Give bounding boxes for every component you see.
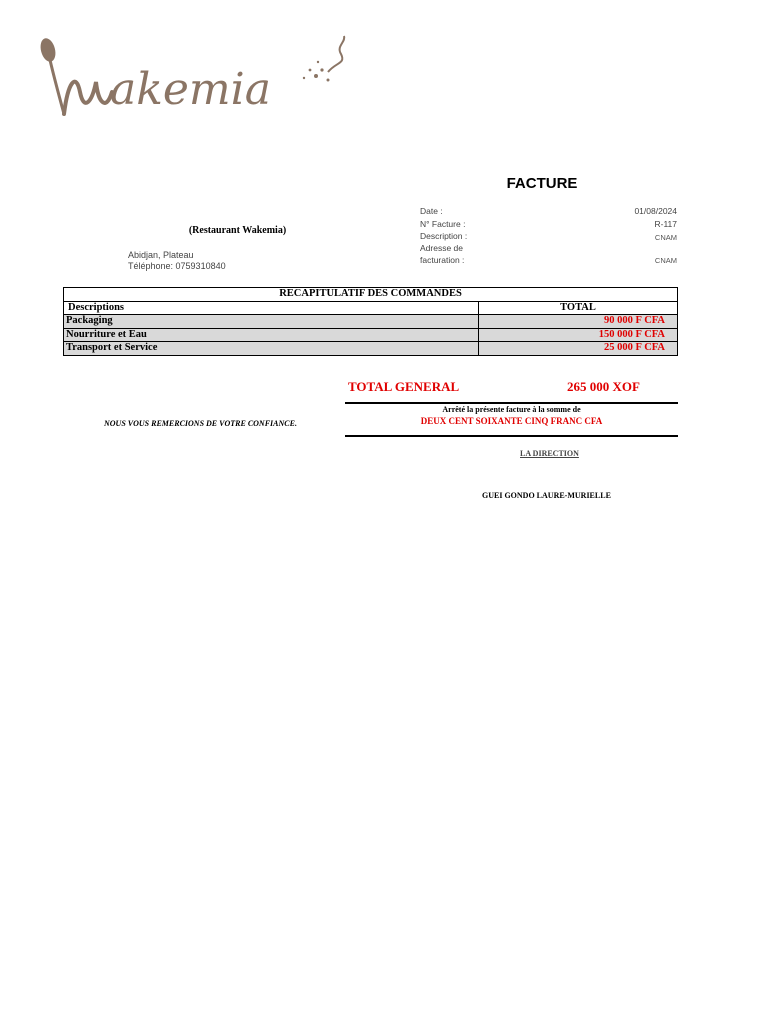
company-name: (Restaurant Wakemia) bbox=[188, 225, 287, 236]
billing-address-label-1: Adresse de bbox=[420, 243, 463, 253]
thanks-message: NOUS VOUS REMERCIONS DE VOTRE CONFIANCE. bbox=[104, 419, 297, 428]
column-header-total: TOTAL bbox=[479, 301, 678, 315]
table-row bbox=[64, 315, 678, 329]
invoice-number-value: R-117 bbox=[654, 219, 677, 229]
total-general-label: TOTAL GENERAL bbox=[348, 379, 460, 394]
table-row bbox=[64, 328, 678, 342]
row-description: Nourriture et Eau bbox=[64, 328, 479, 342]
divider bbox=[345, 402, 678, 404]
date-label: Date : bbox=[420, 206, 443, 216]
total-general-value: 265 000 XOF bbox=[567, 379, 640, 394]
invoice-number-label: N° Facture : bbox=[420, 219, 466, 229]
column-header-descriptions: Descriptions bbox=[64, 301, 479, 315]
orders-table-title: RECAPITULATIF DES COMMANDES bbox=[64, 288, 678, 302]
wakemia-logo bbox=[36, 32, 356, 124]
direction-label: LA DIRECTION bbox=[520, 449, 579, 458]
divider bbox=[345, 435, 678, 437]
row-description: Packaging bbox=[64, 315, 479, 329]
svg-text:akemia: akemia bbox=[110, 64, 271, 115]
billing-address-label-2: facturation : bbox=[420, 255, 465, 265]
row-description: Transport et Service bbox=[64, 342, 479, 356]
signatory-name: GUEI GONDO LAURE-MURIELLE bbox=[482, 491, 611, 500]
description-value: CNAM bbox=[654, 233, 677, 242]
company-contact bbox=[128, 250, 226, 272]
date-value: 01/08/2024 bbox=[634, 206, 677, 216]
invoice-title: FACTURE bbox=[506, 175, 578, 192]
amount-in-words: DEUX CENT SOIXANTE CINQ FRANC CFA bbox=[420, 416, 603, 426]
company-address: Abidjan, Plateau bbox=[128, 250, 194, 260]
orders-table bbox=[63, 287, 678, 356]
billing-address-value: CNAM bbox=[654, 256, 677, 265]
table-row bbox=[64, 342, 678, 356]
description-label: Description : bbox=[420, 231, 468, 241]
amount-phrase: Arrêté la présente facture à la somme de bbox=[442, 405, 581, 414]
row-amount: 150 000 F CFA bbox=[479, 328, 678, 342]
row-amount: 90 000 F CFA bbox=[479, 315, 678, 329]
row-amount: 25 000 F CFA bbox=[479, 342, 678, 356]
company-phone: Téléphone: 0759310840 bbox=[128, 261, 226, 271]
